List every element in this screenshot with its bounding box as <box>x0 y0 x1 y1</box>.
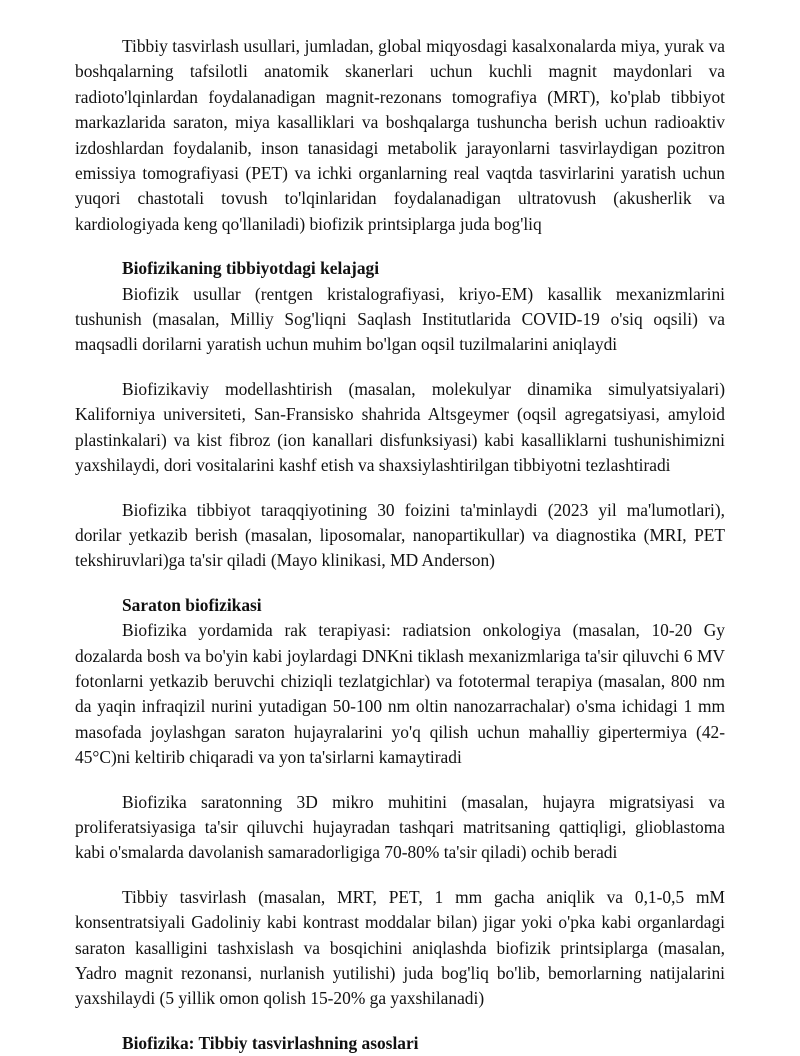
paragraph-gap <box>75 237 725 256</box>
heading-future: Biofizikaning tibbiyotdagi kelajagi <box>122 258 380 279</box>
paragraph-future-2: Biofizikaviy modellashtirish (masalan, molekulyar dinamika simulyatsiyalari) Kaliforniya universiteti, San-Fransisko shahrida Altsgeymer (oqsil agregatsiyasi, amyloid plastinkalari) va kist fibroz (ion kanallari disfunksiyasi) kabi kasalliklarni tushunishimizni yaxshilaydi, dori vositalarini kashf etish va shaxsiylashtirilgan tibbiyotni tezlashtiradi <box>75 378 725 476</box>
paragraph-cancer-3: Tibbiy tasvirlash (masalan, MRT, PET, 1 mm gacha aniqlik va 0,1-0,5 mM konsentratsiyali Gadoliniy kabi kontrast moddalar bilan) jigar yoki o'pka kabi organlardagi saraton kasalligini tashxislash va bosqichini aniqlashda biofizik printsiplarga (masalan, Yadro magnit rezonansi, nurlanish yutilishi) juda bog'liq bo'lib, bemorlarning natijalarini yaxshilaydi (5 yillik omon qolish 15-20% ga yaxshilanadi) <box>75 886 725 1009</box>
document-page <box>75 34 725 1056</box>
heading-imaging: Biofizika: Tibbiy tasvirlashning asoslari <box>122 1032 419 1053</box>
heading-cancer: Saraton biofizikasi <box>122 594 262 615</box>
paragraph-gap <box>75 479 725 498</box>
paragraph-gap <box>75 1012 725 1031</box>
paragraph-intro: Tibbiy tasvirlash usullari, jumladan, global miqyosdagi kasalxonalarda miya, yurak va boshqalarning tafsilotli anatomik skanerlari uchun kuchli magnit maydonlari va radioto'lqinlardan foydalanadigan magnit-rezonans tomografiya (MRT), ko'plab tibbiyot markazlarida saraton, miya kasalliklari va boshqalarga tushuncha berish uchun radioaktiv izdoshlardan foydalanib, inson tanasidagi metabolik jarayonlarni tasvirlaydigan pozitron emissiya tomografiyasi (PET) va ichki organlarning real vaqtda tasvirlarini yaratish uchun yuqori chastotali tovush to'lqinlaridan foydalanadigan ultratovush (akusherlik va kardiologiyada keng qo'llaniladi) biofizik printsiplarga juda bog'liq <box>75 36 725 234</box>
paragraph-gap <box>75 866 725 885</box>
paragraph-cancer-2: Biofizika saratonning 3D mikro muhitini (masalan, hujayra migratsiyasi va proliferatsiyasiga ta'sir qiluvchi hujayradan tashqari matritsaning qattiqligi, glioblastoma kabi o'smalarda davolanish samaradorligiga 70-80% ta'sir qiladi) ochib beradi <box>75 791 725 863</box>
paragraph-future-1: Biofizik usullar (rentgen kristalografiyasi, kriyo-EM) kasallik mexanizmlarini tushunish (masalan, Milliy Sog'liqni Saqlash Institutlarida COVID-19 o'siq oqsili) va maqsadli dorilarni yaratish uchun muhim bo'lgan oqsil tuzilmalarini aniqlaydi <box>75 283 725 355</box>
paragraph-gap <box>75 358 725 377</box>
paragraph-gap <box>75 574 725 593</box>
paragraph-future-3: Biofizika tibbiyot taraqqiyotining 30 foizini ta'minlaydi (2023 yil ma'lumotlari), dorilar yetkazib berish (masalan, liposomalar, nanopartikullar) va diagnostika (MRI, PET tekshiruvlari)ga ta'sir qiladi (Mayo klinikasi, MD Anderson) <box>75 499 725 571</box>
paragraph-gap <box>75 771 725 790</box>
paragraph-cancer-1: Biofizika yordamida rak terapiyasi: radiatsion onkologiya (masalan, 10-20 Gy dozalarda bosh va bo'yin kabi joylardagi DNKni tiklash mexanizmlariga ta'sir qiluvchi 6 MV fotonlarni yetkazib beruvchi chiziqli tezlatgichlar) va fototermal terapiya (masalan, 800 nm da yaqin infraqizil nurini yutadigan 50-100 nm oltin nanozarrachalar) o'sma ichidagi 1 mm masofada joylashgan saraton hujayralarini yo'q qilish uchun mahalliy gipertermiya (42-45°C)ni keltirib chiqaradi va yon ta'sirlarni kamaytiradi <box>75 620 725 768</box>
